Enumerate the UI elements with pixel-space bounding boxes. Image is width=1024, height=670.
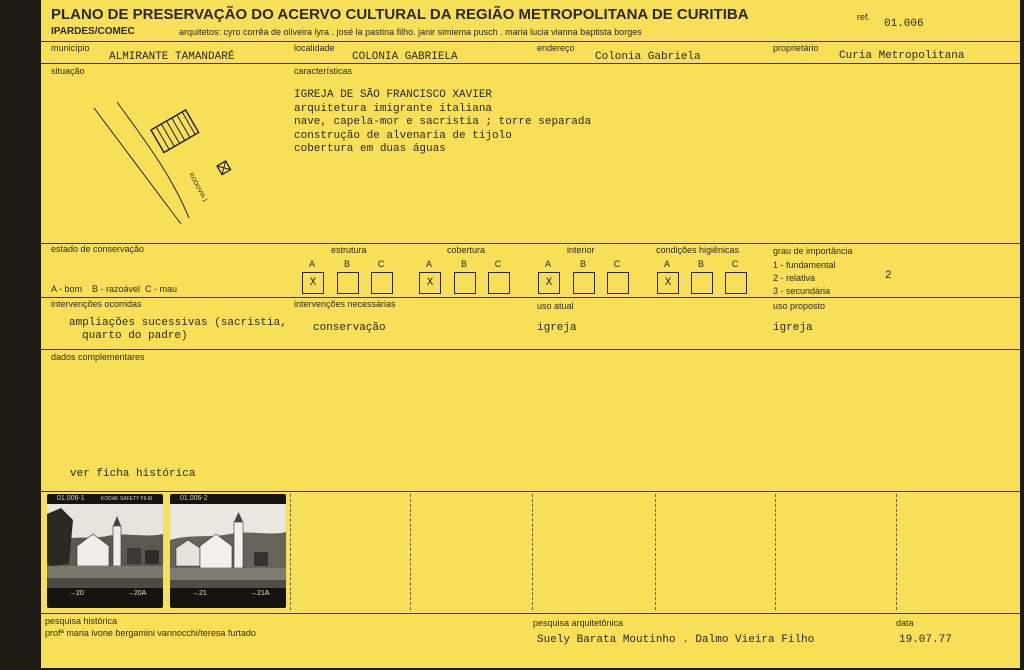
ref-label: ref.	[857, 12, 871, 22]
complementares-label: dados complementares	[51, 352, 145, 362]
photo-divider	[290, 494, 291, 610]
caracteristicas-line: arquitetura imigrante italiana	[294, 102, 493, 115]
grade-checkbox[interactable]: X	[657, 272, 679, 294]
ver-ficha-historica: ver ficha histórica	[70, 468, 196, 480]
situacao-label: situação	[51, 66, 85, 76]
church-photo	[47, 494, 163, 608]
grade-letter: B	[579, 259, 586, 269]
photo-divider	[655, 494, 656, 610]
uso-proposto-label: uso proposto	[773, 301, 826, 311]
grade-checkbox[interactable]	[488, 272, 510, 294]
importancia-option: 1 - fundamental	[773, 260, 836, 270]
grade-checkbox[interactable]	[454, 272, 476, 294]
proprietario-label: proprietário	[773, 43, 819, 53]
grade-checkbox[interactable]: X	[302, 272, 324, 294]
category-estrutura: estrutura	[331, 245, 367, 255]
proprietario-value: Curia Metropolitana	[839, 50, 965, 62]
grade-letter: A	[663, 259, 670, 269]
pesquisa-arquitetonica-value: Suely Barata Moutinho . Dalmo Vieira Filho	[537, 634, 815, 646]
frame-number: →20	[69, 590, 84, 597]
grade-letter: B	[460, 259, 467, 269]
category-condicoes: condições higiênicas	[656, 245, 740, 255]
church-photo	[170, 494, 286, 608]
municipio-value: ALMIRANTE TAMANDARÉ	[109, 51, 235, 63]
divider	[41, 491, 1020, 492]
grade-checkbox[interactable]	[573, 272, 595, 294]
grade-letter: C	[731, 259, 739, 269]
grade-checkbox[interactable]	[725, 272, 747, 294]
film-label: KODAK SAFETY FILM	[101, 496, 153, 502]
grade-letter: A	[425, 259, 432, 269]
church-image	[170, 504, 286, 588]
conservacao-legend: A - bom B - razoável C - mau	[51, 284, 178, 294]
ocorridas-label: intervenções ocorridas	[51, 299, 142, 309]
data-value: 19.07.77	[899, 634, 952, 646]
divider	[41, 297, 1020, 298]
conservacao-label: estado de conservação	[51, 244, 145, 254]
ocorridas-text	[69, 317, 287, 343]
importancia-option: 2 - relativa	[773, 273, 816, 283]
category-cobertura: cobertura	[447, 245, 486, 255]
grade-checkbox[interactable]: X	[538, 272, 560, 294]
photo-code: 01.006-1	[57, 495, 85, 502]
card-title: PLANO DE PRESERVAÇÃO DO ACERVO CULTURAL DA REGIÃO METROPOLITANA DE CURITIBA	[51, 6, 749, 23]
church-image	[47, 504, 163, 588]
localidade-value: COLONIA GABRIELA	[352, 51, 458, 63]
grade-letter: B	[697, 259, 704, 269]
organization: IPARDES/COMEC	[51, 26, 135, 37]
ocorridas-line: ampliações sucessivas (sacristia,	[69, 317, 287, 329]
grade-checkbox[interactable]	[607, 272, 629, 294]
caracteristicas-text	[294, 89, 591, 157]
ocorridas-line: quarto do padre)	[82, 330, 188, 342]
frame-number: →20A	[127, 590, 147, 597]
caracteristicas-line: IGREJA DE SÃO FRANCISCO XAVIER	[294, 89, 493, 101]
grade-letter: A	[308, 259, 315, 269]
photo-divider	[532, 494, 533, 610]
endereco-value: Colonia Gabriela	[595, 51, 701, 63]
divider	[41, 243, 1020, 244]
divider	[41, 613, 1020, 614]
municipio-label: município	[51, 43, 90, 53]
photo-divider	[775, 494, 776, 610]
caracteristicas-line: nave, capela-mor e sacristia ; torre separada	[294, 116, 592, 128]
necessarias-label: intervenções necessárias	[294, 299, 396, 309]
pesquisa-historica-label: pesquisa histórica	[45, 616, 118, 626]
photo-divider	[896, 494, 897, 610]
grade-checkbox[interactable]	[691, 272, 713, 294]
category-interior: interior	[567, 245, 595, 255]
frame-number: →21A	[250, 590, 270, 597]
grade-letter: A	[544, 259, 551, 269]
grade-checkbox[interactable]	[371, 272, 393, 294]
uso-atual-label: uso atual	[537, 301, 574, 311]
street-label: RODOVIA 1	[187, 172, 208, 204]
photo-code: 01.006-2	[180, 495, 208, 502]
localidade-label: localidade	[294, 43, 335, 53]
grade-checkbox[interactable]: X	[419, 272, 441, 294]
pesquisa-arquitetonica-label: pesquisa arquitetônica	[533, 618, 624, 628]
photo-divider	[410, 494, 411, 610]
importancia-label: grau de importância	[773, 246, 853, 256]
necessarias-value: conservação	[313, 322, 386, 334]
endereco-label: endereço	[537, 43, 575, 53]
pesquisa-historica-value: profª maria ivone bergamini vannocchi/teresa furtado	[45, 628, 256, 638]
grade-letter: C	[494, 259, 502, 269]
grade-letter: C	[377, 259, 385, 269]
grade-letter: C	[613, 259, 621, 269]
architects-list: arquitetos: cyro corrêa de oliveira lyra . josé la pastina filho. janir simiema pusch . maria lucia vianna baptista borges	[179, 27, 642, 37]
uso-proposto-value: igreja	[773, 322, 813, 334]
grade-letter: B	[343, 259, 350, 269]
divider	[41, 63, 1020, 64]
ref-value: 01.006	[884, 18, 924, 30]
frame-number: →21	[192, 590, 207, 597]
inventory-card	[41, 0, 1020, 668]
importancia-value: 2	[885, 270, 892, 282]
uso-atual-value: igreja	[537, 322, 577, 334]
site-sketch	[91, 96, 241, 228]
divider	[41, 41, 1020, 42]
caracteristicas-line: cobertura em duas águas	[294, 143, 446, 155]
data-label: data	[896, 618, 914, 628]
importancia-option: 3 - secundária	[773, 286, 831, 296]
caracteristicas-line: construção de alvenaria de tijolo	[294, 129, 512, 142]
caracteristicas-label: características	[294, 66, 353, 76]
grade-checkbox[interactable]	[337, 272, 359, 294]
divider	[41, 349, 1020, 350]
